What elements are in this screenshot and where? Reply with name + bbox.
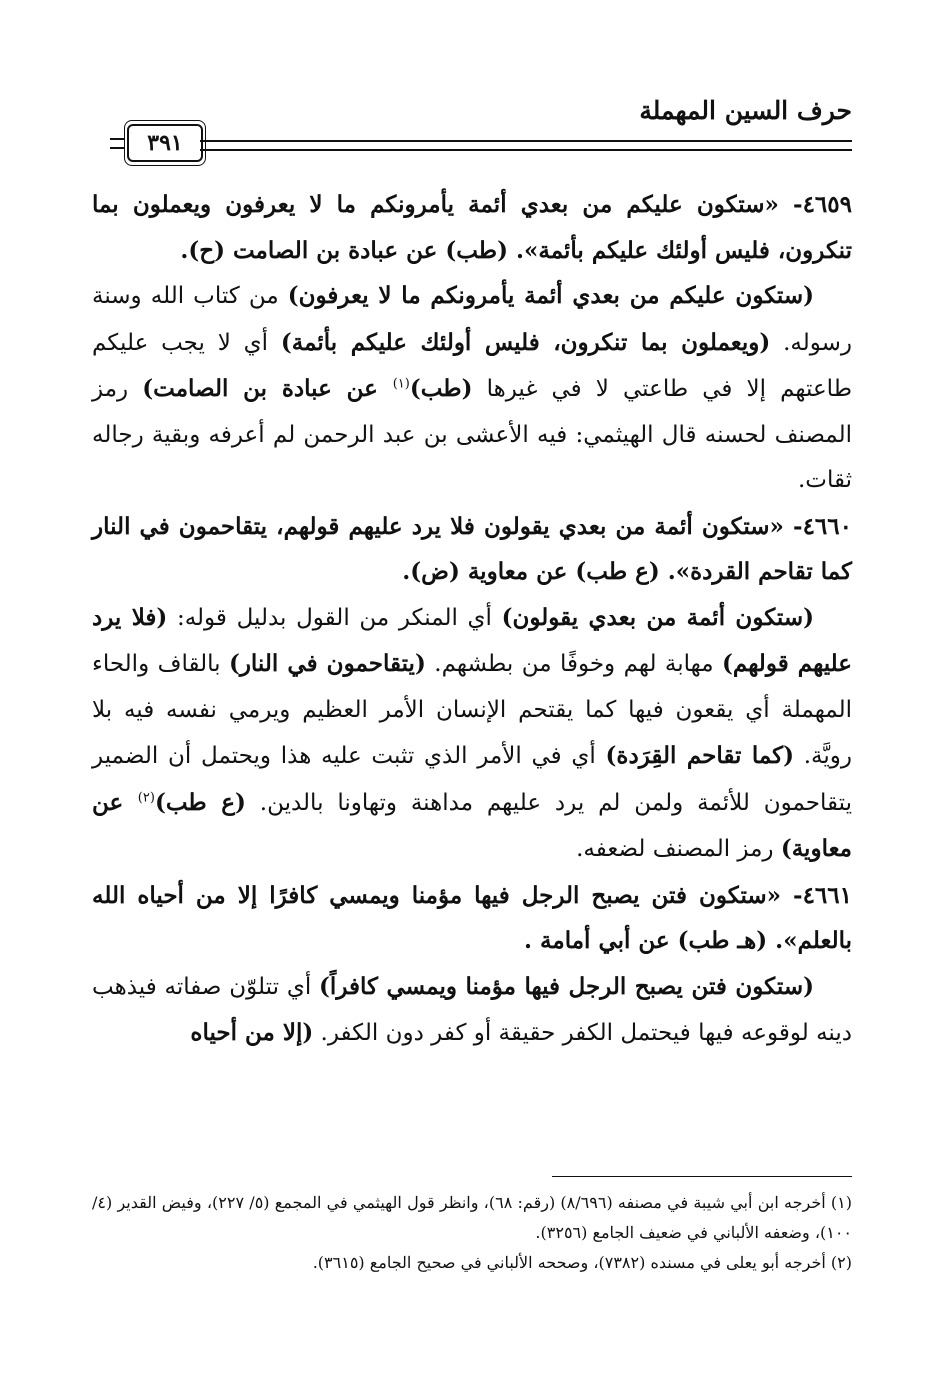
commentary-text: بالقاف والحاء المهملة أي يقعون فيها كما يقتحم الإنسان الأمر العظيم ويرمي نفسه فيه بلا رويَّة. xyxy=(92,651,852,769)
hadith-4661: ٤٦٦١- «ستكون فتن يصبح الرجل فيها مؤمنا ويمسي كافرًا إلا من أحياه الله بالعلم». (هـ طب) عن أبي أمامة . xyxy=(92,881,852,954)
footnote-ref-2: (٢) xyxy=(137,789,155,805)
footnote-2: (٢) أخرجه أبو يعلى في مسنده (٧٣٨٢)، وصححه الألباني في صحيح الجامع (٣٦١٥). xyxy=(312,1253,852,1272)
commentary-4659 xyxy=(92,273,852,504)
commentary-narrator: عن معاوية) xyxy=(92,788,852,862)
running-title: حرف السين المهملة xyxy=(639,96,852,125)
commentary-narrator: عن عبادة بن الصامت) xyxy=(142,375,393,402)
footnote-separator xyxy=(552,1176,852,1177)
footnote-1: (١) أخرجه ابن أبي شيبة في مصنفه (٨/٦٩٦) (رقم: ٦٨)، وانظر قول الهيثمي في المجمع (٥/ ٢٢٧)، وفيض القدير (٤/ ١٠٠)، وضعفه الألباني في ضعيف الجامع (٣٢٥٦). xyxy=(92,1193,852,1242)
header-double-rule xyxy=(200,140,852,151)
commentary-quote: (ستكون أئمة من بعدي يقولون) xyxy=(501,603,815,631)
footnote-ref-1: (١) xyxy=(392,376,410,392)
commentary-4661 xyxy=(92,964,852,1057)
hadith-4659: ٤٦٥٩- «ستكون عليكم من بعدي أئمة يأمرونكم ما لا يعرفون ويعملون بما تنكرون، فليس أولئك عليكم بأئمة». (طب) عن عبادة بن الصامت (ح). xyxy=(92,191,852,264)
commentary-source: (ع طب) xyxy=(154,788,246,816)
commentary-text: أي في الأمر الذي تثبت عليه هذا ويحتمل أن الضمير يتقاحمون للأئمة ولمن لم يرد عليهم مداهنة وتهاونا بالدين. xyxy=(92,743,852,816)
commentary-quote: (ستكون عليكم من بعدي أئمة يأمرونكم ما لا يعرفون) xyxy=(287,282,814,309)
commentary-quote: (فلا يرد عليهم قولهم) xyxy=(92,603,852,677)
commentary-text: رمز المصنف لحسنه قال الهيثمي: فيه الأعشى بن عبد الرحمن لم أعرفه وبقية رجاله ثقات. xyxy=(92,376,852,493)
commentary-text: مهابة لهم وخوفًا من بطشهم. xyxy=(425,651,723,677)
page-number: ٣٩١ xyxy=(127,124,203,162)
main-text xyxy=(92,182,852,1057)
commentary-text: أي المنكر من القول بدليل قوله: xyxy=(167,604,502,631)
commentary-text: من كتاب الله وسنة رسوله. xyxy=(92,283,852,356)
commentary-text: أي تتلوّن صفاته فيذهب دينه لوقوعه فيها فيحتمل الكفر حقيقة أو كفر دون الكفر. xyxy=(92,973,852,1046)
commentary-text: أي لا يجب عليكم طاعتهم إلا في طاعتي لا في غيرها xyxy=(92,329,852,402)
commentary-quote: (إلا من أحياه xyxy=(190,1019,314,1046)
footnotes xyxy=(92,1188,852,1278)
commentary-quote: (ويعملون بما تنكرون، فليس أولئك عليكم بأئمة) xyxy=(280,328,771,356)
commentary-quote: (كما تقاحم القِرَدة) xyxy=(605,742,794,769)
commentary-quote: (يتقاحمون في النار) xyxy=(228,650,426,677)
header-rule-end-mark xyxy=(110,138,124,149)
commentary-text: رمز المصنف لضعفه. xyxy=(576,836,781,862)
commentary-source: (طب) xyxy=(409,375,473,402)
commentary-quote: (ستكون فتن يصبح الرجل فيها مؤمنا ويمسي كافراً) xyxy=(319,972,814,1000)
commentary-4660 xyxy=(92,595,852,873)
hadith-4660: ٤٦٦٠- «ستكون أئمة من بعدي يقولون فلا يرد عليهم قولهم، يتقاحمون في النار كما تقاحم القردة». (ع طب) عن معاوية (ض). xyxy=(92,512,852,585)
